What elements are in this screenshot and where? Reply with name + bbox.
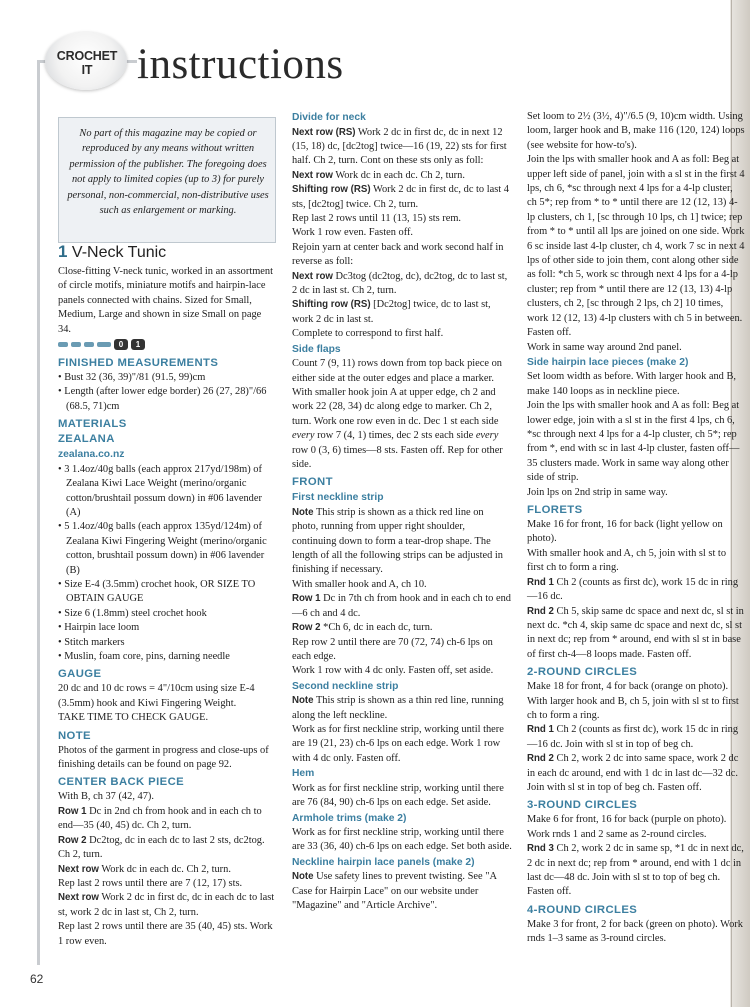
instruction-line: Note This strip is shown as a thin red line, running along the left neckline. [292, 695, 504, 721]
instruction-line: Next row Dc3tog (dc2tog, dc), dc2tog, dc to last st, 2 dc in last st. Ch 2, turn. [292, 270, 508, 296]
column-2 [292, 110, 512, 914]
project-number: 1 [58, 242, 68, 261]
material-yarn-1: • 3 1.4oz/40g balls (each approx 217yd/198m) of Zealana Kiwi Lace Weight (merino/organic cotton/brushtail possum down) in #06 lavender (A) [58, 463, 262, 518]
side-hairpin-text: Join lps on 2nd strip in same way. [527, 486, 668, 498]
instruction-line: Rep last 2 rows until there are 35 (40, 45) sts. Work 1 row even. [58, 921, 273, 947]
page-title: instructions [137, 41, 344, 88]
column-1 [58, 240, 276, 949]
divide-neck-heading: Divide for neck [292, 112, 366, 123]
panel-text: Join the lps with smaller hook and A as foll: Beg at upper left side of panel, join with a sl st in the first 4 lps, ch 6, *sc through next 4 lps for a 4-lp cluster, ch 5*; rep from * to * until there are 12 (12, 13) 4-lp clusters, ch 1, [sc through 10 lps, ch 1] twice; rep from * to * until all lps are joined on one side. Work 6 sc inside last 4-lp cluster, ch 4, work 7 sc in next 4 lps of other side to join them, cont along other side as foll: *ch 5, work sc through next 4 lps for a 4-lp cluster; rep from * until there are 12 (13, 13) 4-lp clusters, ch 2, [sc through 2 lps, ch 2] 10 times, work 12 (12, 13) 4-lp clusters with ch 5 in between. Fasten off. [527, 154, 745, 339]
three-round-text: Work rnds 1 and 2 same as 2-round circles. [527, 828, 707, 840]
materials-brand: ZEALANA [58, 433, 115, 446]
florets-text: With smaller hook and A, ch 5, join with sl st to first ch to form a ring. [527, 547, 727, 574]
two-round-text: Make 18 for front, 4 for back (orange on photo). With larger hook and B, ch 5, join with sl st to first ch to form a ring. [527, 681, 739, 721]
instruction-line: Row 1 Dc in 2nd ch from hook and in each ch to end—35 (40, 45) dc. Ch 2, turn. [58, 805, 262, 832]
two-round-heading: 2-ROUND CIRCLES [527, 666, 638, 679]
instruction-line: Next row Work dc in each dc. Ch 2, turn. [58, 863, 231, 875]
project-name: V-Neck Tunic [71, 244, 167, 261]
project-intro: Close-fitting V-neck tunic, worked in an assortment of circle motifs, miniature motifs and hairpin-lace panels connected with chains. Sized for Small, Medium, Large and shown in size Small on page 34. [58, 266, 273, 335]
gauge-text: 20 dc and 10 dc rows = 4"/10cm using size E-4 (3.5mm) hook and Kiwi Fingering Weight. [58, 683, 255, 709]
panel-text: Work in same way around 2nd panel. [527, 341, 682, 353]
instruction-line: Rejoin yarn at center back and work second half in reverse as foll: [292, 241, 504, 268]
instruction-line: Work as for first neckline strip, working until there are 19 (21, 23) ch-6 lps on each edge. Work 1 row with 4 dc only. Fasten off. [292, 724, 504, 764]
page-number: 62 [30, 972, 44, 986]
neckline-panels-note: Note Use safety lines to prevent twisting. See "A Case for Hairpin Lace" on our website under "Magazine" and "Article Archive". [292, 871, 497, 912]
measurement-item: • Bust 32 (36, 39)"/81 (91.5, 99)cm [58, 372, 206, 384]
material-item: • Hairpin lace loom [58, 622, 140, 634]
note-heading: NOTE [58, 729, 91, 742]
skill-bar-icon [58, 342, 68, 347]
instruction-line: Shifting row (RS) Work 2 dc in first dc, dc to last 4 sts, [dc2tog] twice. Ch 2, turn. [292, 184, 509, 210]
skill-chip-1: 1 [131, 339, 145, 350]
instruction-line: Rnd 1 Ch 2 (counts as first dc), work 15 dc in ring—16 dc. [527, 576, 739, 603]
three-round-heading: 3-ROUND CIRCLES [527, 799, 638, 812]
armhole-text: Work as for first neckline strip, working until there are 33 (36, 40) ch-6 lps on each edge. Set both aside. [292, 827, 512, 853]
four-round-text: Make 3 for front, 2 for back (green on photo). Work rnds 1–3 same as 3-round circles. [527, 918, 743, 945]
material-item: • Size E-4 (3.5mm) crochet hook, OR SIZE TO OBTAIN GAUGE [58, 579, 256, 605]
side-flaps-text: Count 7 (9, 11) rows down from top back piece on either side at the outer edges and place a marker. With smaller hook join A at upper edge, ch 2 and work 22 (28, 34) dc along edge to marker. Ch 2, turn. Work one row even in dc. Dec 1 st each side every row 7 (4, 1) times, dec 2 sts each side every row 0 (3, 6) times—8 sts. Fasten off. Rep for other side. [292, 358, 503, 470]
instruction-line: Rnd 2 Ch 2, work 2 dc into same space, work 2 dc in each dc around, end with 1 dc in last dc—32 dc. Join with sl st in top of beg ch. Fasten off. [527, 753, 739, 793]
measurement-item: • Length (after lower edge border) 26 (27, 28)"/66 (68.5, 71)cm [58, 386, 267, 412]
instruction-line: Next row Work 2 dc in first dc, dc in each dc to last st, work 2 dc in last st, Ch 2, turn. [58, 892, 275, 918]
skill-level [58, 339, 276, 350]
note-text: Photos of the garment in progress and close-ups of finishing details can be found on page 92. [58, 744, 269, 771]
instruction-line: Next row (RS) Work 2 dc in first dc, dc in next 12 (15, 18) dc, [dc2tog] twice—16 (19, 22) sts for first half. Ch 2, turn. Cont on these sts only as foll: [292, 126, 507, 167]
florets-heading: FLORETS [527, 504, 583, 517]
instruction-line: Rep last 2 rows until 11 (13, 15) sts rem. [292, 212, 462, 224]
neckline-panels-heading: Neckline hairpin lace panels (make 2) [292, 856, 475, 868]
side-hairpin-text: Set loom width as before. With larger hook and B, make 140 loops as in neckline piece. [527, 371, 736, 397]
florets-text: Make 16 for front, 16 for back (light yellow on photo). [527, 519, 723, 545]
front-heading: FRONT [292, 476, 333, 489]
instruction-line: Row 2 Dc2tog, dc in each dc to last 2 sts, dc2tog. Ch 2, turn. [58, 834, 265, 861]
header-frame-vertical [37, 60, 40, 965]
hem-text: Work as for first neckline strip, working until there are 76 (84, 90) ch-6 lps on each edge. Set aside. [292, 782, 504, 809]
gauge-check: TAKE TIME TO CHECK GAUGE. [58, 712, 209, 724]
instruction-line: Work 1 row even. Fasten off. [292, 227, 414, 239]
materials-heading: MATERIALS [58, 418, 127, 431]
instruction-line: Rnd 1 Ch 2 (counts as first dc), work 15 dc in ring—16 dc. Join with sl st in top of beg ch. [527, 724, 739, 750]
side-hairpin-heading: Side hairpin lace pieces (make 2) [527, 356, 689, 368]
instruction-line: With B, ch 37 (42, 47). [58, 791, 154, 803]
material-item: • Muslin, foam core, pins, darning needle [58, 651, 230, 663]
project-title [58, 242, 276, 263]
copyright-notice: No part of this magazine may be copied or reproduced by any means without written permission of the publisher. The foregoing does not apply to limited copies (up to 3) for purely personal, non-commercial, non-distributive uses such as enlargement or marking. [58, 117, 276, 243]
instruction-line: Row 1 Dc in 7th ch from hook and in each ch to end—6 ch and 4 dc. [292, 593, 511, 619]
skill-bar-icon [71, 342, 81, 347]
instruction-line: Shifting row (RS) [Dc2tog] twice, dc to last st, work 2 dc in last st. [292, 299, 491, 325]
gauge-heading: GAUGE [58, 668, 102, 681]
first-strip-heading: First neckline strip [292, 492, 384, 504]
side-hairpin-text: Join the lps with smaller hook and A as foll: Beg at lower edge, join with a sl st in the first 4 lps, ch 6, *sc through next 4 lps for a 4-lp cluster, ch 5*; rep from *, end with sc in last 4-lp cluster, fasten off—35 clusters made. Work in same way along other side of strip. [527, 400, 740, 484]
three-round-text: Make 6 for front, 16 for back (purple on photo). [527, 814, 727, 826]
four-round-heading: 4-ROUND CIRCLES [527, 903, 638, 916]
panel-text: Set loom to 2½ (3½, 4)"/6.5 (9, 10)cm width. Using loom, larger hook and B, make 116 (120, 124) loops (see website for how-to's). [527, 111, 745, 151]
armhole-heading: Armhole trims (make 2) [292, 812, 407, 824]
materials-site: zealana.co.nz [58, 449, 125, 461]
instruction-line: Complete to correspond to first half. [292, 328, 444, 340]
finished-measurements-heading: FINISHED MEASUREMENTS [58, 357, 219, 370]
skill-chip-0: 0 [114, 339, 128, 350]
material-item: • Stitch markers [58, 636, 125, 648]
material-yarn-2: • 5 1.4oz/40g balls (each approx 135yd/124m) of Zealana Kiwi Fingering Weight (merino/organic cotton, brushtail possum down) in #06 lavender (B) [58, 521, 267, 576]
instruction-line: Rep row 2 until there are 70 (72, 74) ch-6 lps on each edge. [292, 636, 493, 662]
skill-bar-icon [97, 342, 111, 347]
instruction-line: Rnd 2 Ch 5, skip same dc space and next dc, sl st in next dc. *ch 4, skip same dc space and next dc, sl st in next dc; rep from * around, end with sl st in base of first ch-4—8 loops made. Fasten off. [527, 605, 744, 660]
hem-heading: Hem [292, 768, 315, 780]
instruction-line: With smaller hook and A, ch 10. [292, 578, 427, 590]
instruction-line: Note This strip is shown as a thick red line on photo, running from upper right shoulder, continuing down to form a tear-drop shape. The length of all the following strips can be adjusted in finishing if necessary. [292, 506, 503, 576]
side-flaps-heading: Side flaps [292, 343, 341, 355]
skill-bar-icon [84, 342, 94, 347]
instruction-line: Work 1 row with 4 dc only. Fasten off, set aside. [292, 665, 494, 677]
material-item: • Size 6 (1.8mm) steel crochet hook [58, 607, 207, 619]
instruction-line: Rep last 2 rows until there are 7 (12, 17) sts. [58, 877, 243, 889]
instruction-line: Row 2 *Ch 6, dc in each dc, turn. [292, 622, 433, 634]
instruction-line: Next row Work dc in each dc. Ch 2, turn. [292, 169, 465, 181]
instruction-line: Rnd 3 Ch 2, work 2 dc in same sp, *1 dc in next dc, 2 dc in next dc; rep from * around, end with 1 dc in last dc—48 dc. Join with sl st to top of beg ch. Fasten off. [527, 843, 744, 898]
second-strip-heading: Second neckline strip [292, 680, 399, 692]
logo-text: CROCHET IT [56, 49, 118, 77]
column-3 [527, 110, 745, 947]
center-back-heading: CENTER BACK PIECE [58, 776, 185, 789]
